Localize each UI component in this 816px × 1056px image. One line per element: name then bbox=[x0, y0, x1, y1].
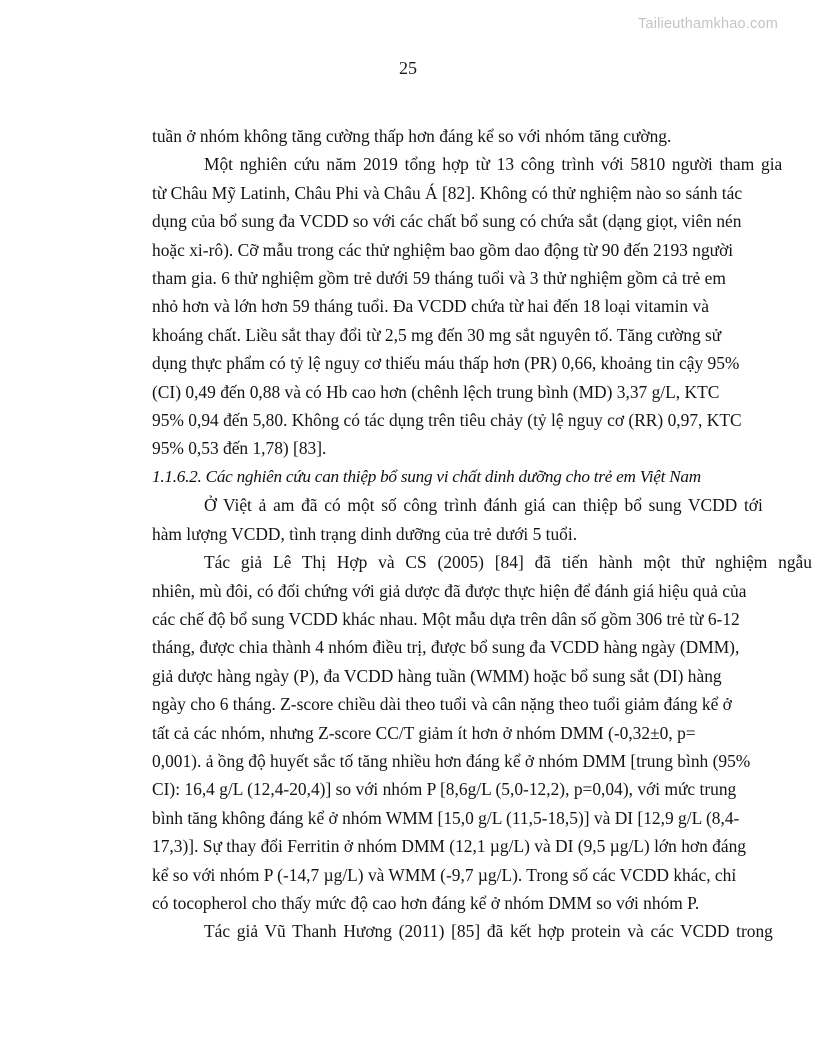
text-line: giả dược hàng ngày (P), đa VCDD hàng tuần (WMM) hoặc bổ sung sắt (DI) hàng bbox=[152, 665, 722, 686]
text-line: dụng của bổ sung đa VCDD so với các chất bổ sung có chứa sắt (dạng giọt, viên nén bbox=[152, 211, 742, 232]
page-number: 25 bbox=[399, 58, 417, 78]
watermark-text: Tailieuthamkhao.com bbox=[637, 16, 778, 32]
text-line: tuần ở nhóm không tăng cường thấp hơn đáng kể so với nhóm tăng cường. bbox=[152, 126, 672, 146]
text-line: Tác giả Lê Thị Hợp và CS (2005) [84] đã tiến hành một thử nghiệm ngẫu bbox=[204, 552, 812, 573]
paragraph-continuation bbox=[152, 122, 676, 150]
paragraph-vu-thanh-huong-study bbox=[152, 917, 773, 945]
text-line: (CI) 0,49 đến 0,88 và có Hb cao hơn (chênh lệch trung bình (MD) 3,37 g/L, KTC bbox=[152, 381, 720, 402]
text-line: dụng thực phẩm có tỷ lệ nguy cơ thiếu máu thấp hơn (PR) 0,66, khoảng tin cậy 95% bbox=[152, 353, 740, 374]
text-line: ngày cho 6 tháng. Z-score chiều dài theo tuổi và cân nặng theo tuổi giảm đáng kể ở bbox=[152, 694, 732, 715]
text-line: Một nghiên cứu năm 2019 tổng hợp từ 13 công trình với 5810 người tham gia bbox=[204, 154, 783, 175]
page-body bbox=[152, 122, 812, 946]
text-line: kể so với nhóm P (-14,7 µg/L) và WMM (-9,7 µg/L). Trong số các VCDD khác, chỉ bbox=[152, 864, 737, 885]
text-line: CI): 16,4 g/L (12,4-20,4)] so với nhóm P [8,6g/L (5,0-12,2), p=0,04), với mức trung bbox=[152, 779, 737, 800]
text-line: tất cả các nhóm, nhưng Z-score CC/T giảm ít hơn ở nhóm DMM (-0,32±0, p= bbox=[152, 722, 696, 743]
text-line: tháng, được chia thành 4 nhóm điều trị, được bổ sung đa VCDD hàng ngày (DMM), bbox=[152, 637, 740, 658]
text-line: 17,3)]. Sự thay đổi Ferritin ở nhóm DMM (12,1 µg/L) và DI (9,5 µg/L) lớn hơn đáng bbox=[152, 836, 747, 857]
text-line: khoáng chất. Liều sắt thay đổi từ 2,5 mg đến 30 mg sắt nguyên tố. Tăng cường sử bbox=[152, 324, 722, 345]
text-line: bình tăng không đáng kể ở nhóm WMM [15,0 g/L (11,5-18,5)] và DI [12,9 g/L (8,4- bbox=[152, 807, 740, 828]
text-line: Tác giả Vũ Thanh Hương (2011) [85] đã kết hợp protein và các VCDD trong bbox=[204, 921, 773, 942]
paragraph-vietnam-intro bbox=[152, 491, 763, 548]
text-line: từ Châu Mỹ Latinh, Châu Phi và Châu Á [82]. Không có thử nghiệm nào so sánh tác bbox=[152, 182, 743, 203]
section-heading bbox=[152, 463, 701, 491]
text-line: hoặc xi-rô). Cỡ mẫu trong các thử nghiệm bao gồm dao động từ 90 đến 2193 người bbox=[152, 239, 734, 260]
paragraph-meta-analysis bbox=[152, 150, 783, 462]
text-line: 95% 0,53 đến 1,78) [83]. bbox=[152, 438, 327, 459]
text-line: có tocopherol cho thấy mức độ cao hơn đáng kể ở nhóm DMM so với nhóm P. bbox=[152, 892, 700, 913]
text-line: Ở Việt ả am đã có một số công trình đánh giá can thiệp bổ sung VCDD tới bbox=[204, 495, 763, 516]
text-line: các chế độ bổ sung VCDD khác nhau. Một mẫu dựa trên dân số gồm 306 trẻ từ 6-12 bbox=[152, 608, 740, 629]
text-line: nhiên, mù đôi, có đối chứng với giả dược đã được thực hiện để đánh giá hiệu quả của bbox=[152, 580, 747, 601]
text-line: nhỏ hơn và lớn hơn 59 tháng tuổi. Đa VCDD chứa từ hai đến 18 loại vitamin và bbox=[152, 296, 709, 317]
text-line: 0,001). ả ồng độ huyết sắc tố tăng nhiều hơn đáng kể ở nhóm DMM [trung bình (95% bbox=[152, 750, 751, 771]
section-heading-text: 1.1.6.2. Các nghiên cứu can thiệp bổ sung vi chất dinh dưỡng cho trẻ em Việt Nam bbox=[152, 466, 701, 486]
paragraph-le-thi-hop-study bbox=[152, 548, 812, 917]
text-line: 95% 0,94 đến 5,80. Không có tác dụng trên tiêu chảy (tỷ lệ nguy cơ (RR) 0,97, KTC bbox=[152, 410, 742, 431]
text-line: tham gia. 6 thử nghiệm gồm trẻ dưới 59 tháng tuổi và 3 thử nghiệm gồm cả trẻ em bbox=[152, 268, 726, 289]
text-line: hàm lượng VCDD, tình trạng dinh dưỡng của trẻ dưới 5 tuổi. bbox=[152, 523, 578, 544]
